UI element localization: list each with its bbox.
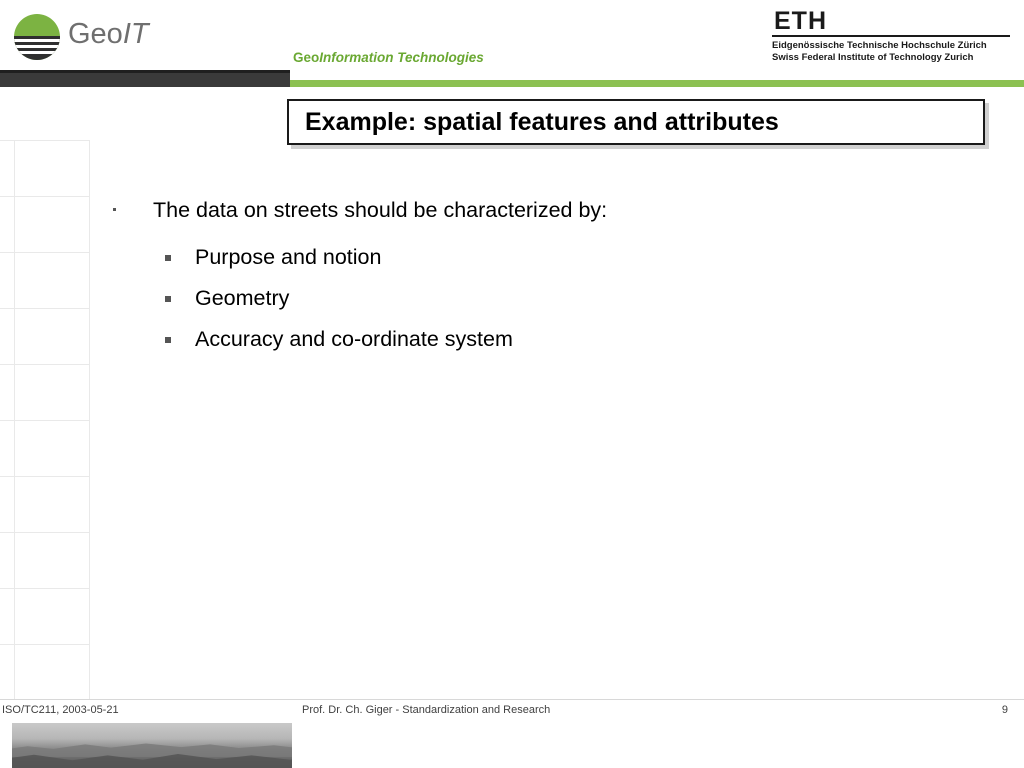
geoit-logo-icon [14, 14, 60, 60]
eth-line-english: Swiss Federal Institute of Technology Zurich [772, 52, 974, 63]
page-number: 9 [1001, 704, 1008, 716]
page-title: Example: spatial features and attributes [305, 108, 779, 136]
footer-center-text: Prof. Dr. Ch. Giger - Standardization and Research [302, 704, 551, 716]
bullet-square-icon [165, 296, 171, 302]
slide-header [0, 0, 1024, 76]
brand-tagline [293, 50, 484, 65]
eth-line-german: Eidgenössische Technische Hochschule Zürich [772, 40, 987, 51]
logo-disc [14, 14, 60, 60]
bullet-dot-icon [113, 208, 116, 211]
header-bar-dark [0, 73, 290, 87]
bullet-square-icon [165, 337, 171, 343]
eth-divider [772, 35, 1010, 37]
footer-divider [0, 699, 1024, 700]
logo-bars [14, 36, 60, 60]
list-item [100, 319, 960, 360]
list-item [100, 237, 960, 278]
list-item [100, 195, 960, 225]
bullet-square-icon [165, 255, 171, 261]
brand-geo: Geo [68, 18, 123, 50]
footer-left-text: ISO/TC211, 2003-05-21 [2, 704, 119, 716]
slide-footer [0, 704, 1024, 722]
bullet-text: The data on streets should be characterized by: [153, 198, 608, 222]
decorative-grid [0, 140, 90, 700]
slide-content [100, 195, 960, 360]
photo-ridge-far [12, 739, 292, 757]
eth-block [772, 8, 1012, 64]
brand-it: IT [122, 18, 149, 50]
header-bar-green [290, 80, 1024, 87]
tagline-italic: Information Technologies [319, 50, 484, 65]
footer-landscape-image [12, 723, 292, 768]
list-item [100, 278, 960, 319]
brand-wordmark [68, 18, 149, 51]
bullet-text: Geometry [195, 286, 290, 310]
eth-logo: ETH [774, 7, 827, 35]
slide-title-box [287, 99, 985, 145]
tagline-prefix: Geo [293, 50, 320, 65]
bullet-text: Purpose and notion [195, 245, 382, 269]
bullet-text: Accuracy and co-ordinate system [195, 327, 513, 351]
